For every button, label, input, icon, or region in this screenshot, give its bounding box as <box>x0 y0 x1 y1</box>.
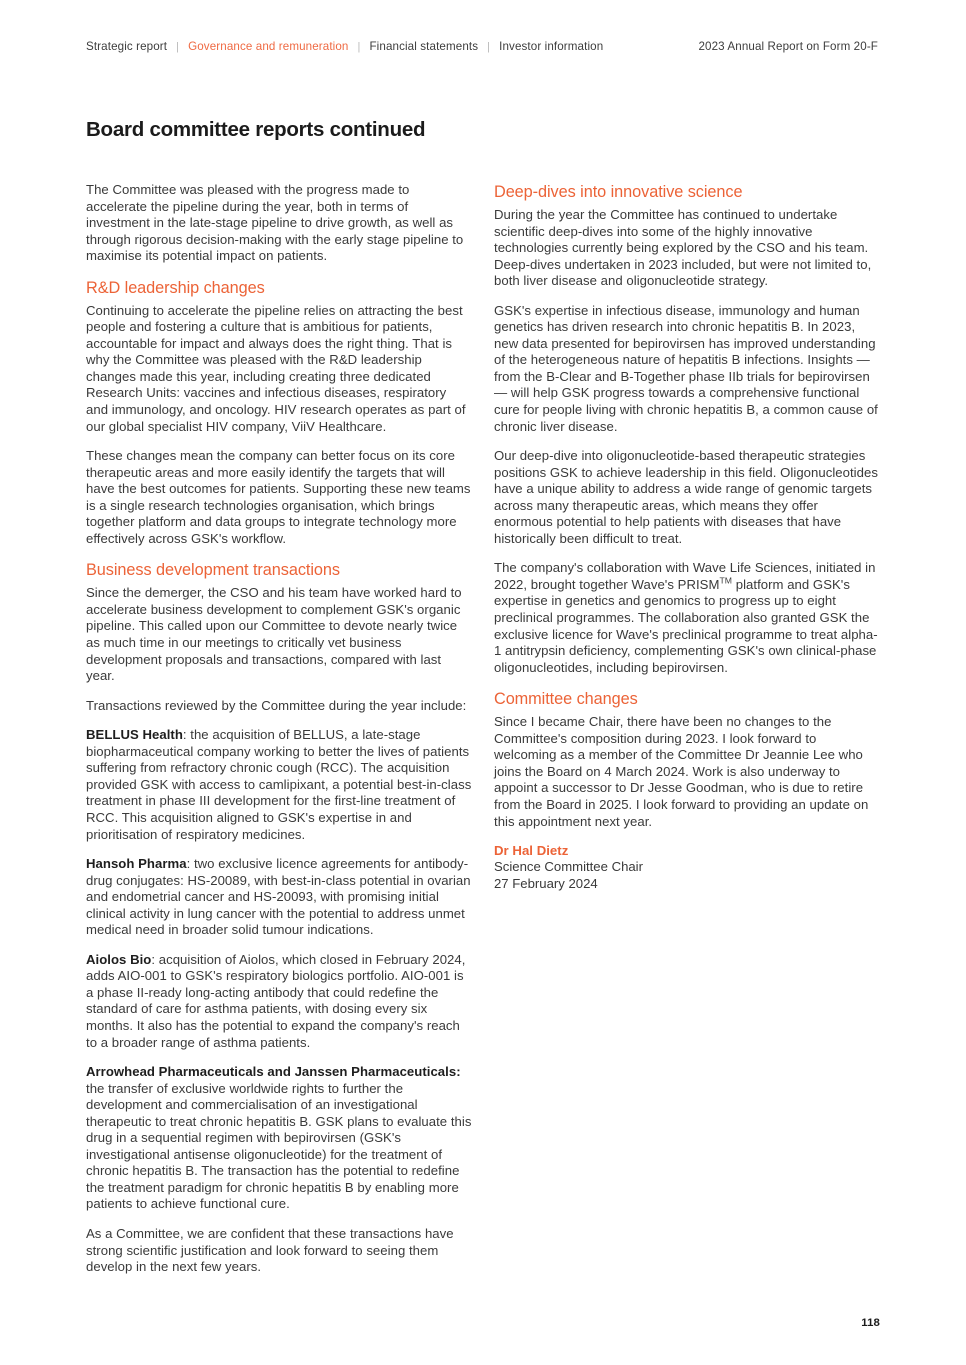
header-nav-investor-information[interactable]: Investor information <box>499 40 604 53</box>
header-separator: | <box>357 41 361 53</box>
transaction-name: Hansoh Pharma <box>86 856 187 872</box>
left-column <box>86 182 472 1276</box>
header-nav-strategic-report[interactable]: Strategic report <box>86 40 168 53</box>
header-nav-governance-and-remuneration[interactable]: Governance and remuneration <box>188 40 349 53</box>
transaction-name: Arrowhead Pharmaceuticals and Janssen Pharmaceuticals: <box>86 1064 461 1080</box>
transaction-text: : acquisition of Aiolos, which closed in February 2024, adds AIO-001 to GSK's respiratory biologics portfolio. AIO-001 is a phase II-ready long-acting antibody that could redefine the standard of care for asthma patients, with dosing every six months. It also has the potential to expand the company's reach to a broader range of asthma patients. <box>86 951 466 1050</box>
section-heading-deep-dives-into-innovative-science: Deep-dives into innovative science <box>494 183 743 201</box>
transaction-item <box>86 952 472 1051</box>
deepdive-paragraph-2: GSK's expertise in infectious disease, immunology and human genetics has driven research into chronic hepatitis B. In 2023, new data presented for bepirovirsen has improved understanding of the heterogeneous nature of hepatitis B infections. Insights — from the B-Clear and B-Together phase IIb trials for bepirovirsen — will help GSK progress towards a comprehensive functional cure for people living with chronic hepatitis B, a common cause of chronic liver disease. <box>494 302 878 434</box>
transaction-text: the transfer of exclusive worldwide rights to further the development and commercialisation of an investigational therapeutic to treat chronic hepatitis B. GSK plans to evaluate this drug in a sequential regimen with bepirovirsen (GSK's investigational antisense oligonucleotide) for the treatment of chronic hepatitis B. The transaction has the potential to redefine the treatment paradigm for chronic hepatitis B by enabling more patients to achieve functional cure. <box>86 1080 472 1212</box>
rd-paragraph-1: Continuing to accelerate the pipeline relies on attracting the best people and fostering a culture that is ambitious for patients, accountable for impact and always does the right thing. That is why the Committee was pleased with the R&D leadership changes made this year, including creating three dedicated Research Units: vaccines and infectious diseases, respiratory and immunology, and oncology. HIV research operates as part of our global specialist HIV company, ViiV Healthcare. <box>86 302 466 434</box>
rd-paragraph-2: These changes mean the company can better focus on its core therapeutic areas and more easily identify the targets that will have the best outcomes for patients. Supporting these new teams is a single research technologies organisation, which brings together platform and data groups to integrate technology more effectively across GSK's workflow. <box>86 448 471 546</box>
wave-collaboration-paragraph <box>494 560 880 676</box>
transaction-name: Aiolos Bio <box>86 951 152 967</box>
header-document-reference: 2023 Annual Report on Form 20-F <box>698 40 878 53</box>
signature-role: Science Committee Chair <box>494 859 643 875</box>
bd-paragraph-2: Transactions reviewed by the Committee during the year include: <box>86 697 467 713</box>
section-heading-rd-leadership-changes: R&D leadership changes <box>86 278 265 297</box>
intro-paragraph: The Committee was pleased with the progress made to accelerate the pipeline during the year, both in terms of investment in the late-stage pipeline to drive growth, as well as through rigorous decision-making with the early stage pipeline to maximise its potential impact on patients. <box>86 182 464 264</box>
header-separator: | <box>176 41 180 53</box>
wave-text-part-2: platform and GSK's expertise in genetics and genomics to progress up to eight preclinical programmes. The collaboration also granted GSK the exclusive licence for Wave's preclinical programme to treat alpha-1 antitrypsin deficiency, complementing GSK's own clinical-phase oligonucleotides, including bepirovirsen. <box>494 576 878 675</box>
page-title: Board committee reports continued <box>86 117 426 141</box>
page-number: 118 <box>861 1317 880 1329</box>
signature-date: 27 February 2024 <box>494 875 598 891</box>
transaction-name: BELLUS Health <box>86 727 183 743</box>
section-heading-committee-changes: Committee changes <box>494 690 638 709</box>
trademark-symbol: TM <box>719 575 733 586</box>
closing-paragraph: As a Committee, we are confident that these transactions have strong scientific justification and look forward to seeing them develop in the next few years. <box>86 1225 454 1275</box>
running-header <box>86 40 880 58</box>
deepdive-paragraph-1: During the year the Committee has continued to undertake scientific deep-dives into some of the highly innovative technologies currently being explored by the CSO and his team. Deep-dives undertaken in 2023 included, but were not limited to, both liver disease and oligonucleotide strategy. <box>494 207 872 289</box>
header-separator: | <box>487 41 491 53</box>
transaction-text: : the acquisition of BELLUS, a late-stage biopharmaceutical company working to better the lives of patients suffering from refractory chronic cough (RCC). The acquisition provided GSK with access to camlipixant, a potential best-in-class treatment in phase III development for the first-line treatment of RCC. This acquisition aligned to GSK's expertise in and prioritisation of respiratory medicines. <box>86 727 472 842</box>
transaction-item <box>86 1064 472 1213</box>
bd-paragraph-1: Since the demerger, the CSO and his team have worked hard to accelerate business development to complement GSK's organic pipeline. This called upon our Committee to devote nearly twice as much time in our meetings to critically vet business development proposals and transactions, compared with last year. <box>86 585 462 684</box>
deepdive-paragraph-3: Our deep-dive into oligonucleotide-based therapeutic strategies positions GSK to achieve leadership in this field. Oligonucleotides have a unique ability to address a wide range of genomic targets across many therapeutic areas, which means they offer enormous potential to help patients with diseases that have historically been difficult to treat. <box>494 448 878 546</box>
transaction-item <box>86 856 472 939</box>
transaction-item <box>86 727 472 843</box>
section-heading-business-development-transactions: Business development transactions <box>86 561 340 580</box>
header-nav-financial-statements[interactable]: Financial statements <box>369 40 479 53</box>
transaction-text: : two exclusive licence agreements for antibody-drug conjugates: HS-20089, with best-in-class potential in ovarian and endometrial cancer and HS-20093, with promising initial clinical activity in lung cancer with the potential to address unmet medical need in broader solid tumour indications. <box>86 856 471 938</box>
right-column <box>494 182 880 1276</box>
body-columns <box>86 182 880 1276</box>
committee-changes-paragraph: Since I became Chair, there have been no changes to the Committee's composition during 2023. I look forward to welcoming as a member of the Committee Dr Jeannie Lee who joins the Board on 4 March 2024. Work is also underway to appoint a successor to Dr Jesse Goodman, who is due to retire from the Board in 2025. I look forward to providing an update on this appointment next year. <box>494 714 869 829</box>
wave-text-part-1: The company's collaboration with Wave Life Sciences, initiated in 2022, brought together Wave's PRISM <box>494 560 876 592</box>
signature-name: Dr Hal Dietz <box>494 843 569 859</box>
